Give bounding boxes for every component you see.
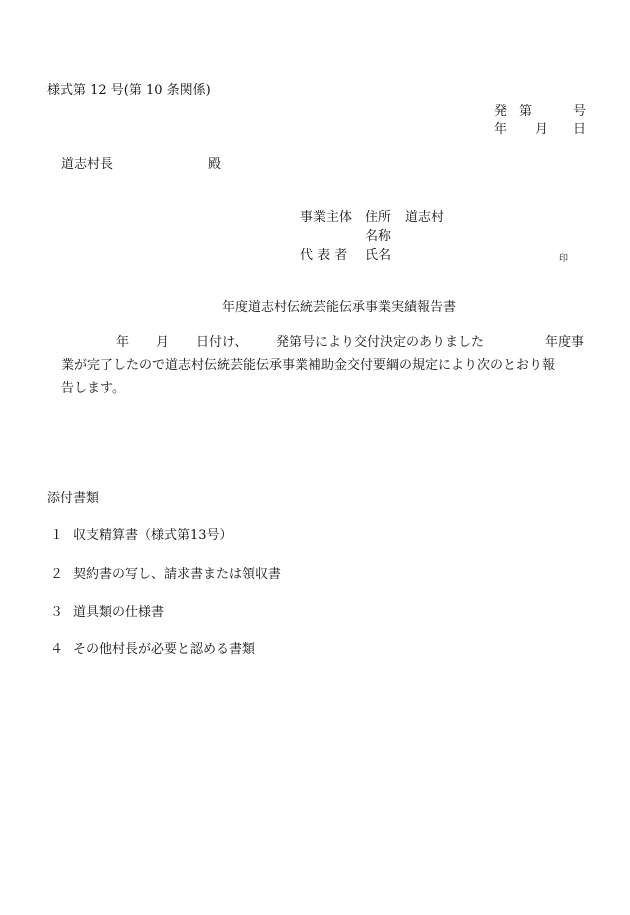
body-end: 年度事 [545, 335, 585, 350]
addressee-title: 道志村長 [61, 157, 114, 172]
addressee-honorific: 殿 [208, 157, 222, 172]
attachment-number: ３ [50, 605, 64, 620]
issue-hatsu: 発 [494, 104, 508, 119]
attachment-text: その他村長が必要と認める書類 [73, 642, 256, 657]
body-tsuki: 月 [156, 335, 170, 350]
attachment-text: 道具類の仕様書 [73, 605, 165, 620]
entity-person-label: 氏名 [365, 248, 392, 263]
issue-hi: 日 [573, 122, 587, 137]
attachment-number: ４ [50, 642, 64, 657]
entity-label: 事業主体 [300, 210, 353, 225]
issue-nen: 年 [494, 122, 508, 137]
form-number: 様式第 12 号(第 10 条関係) [47, 83, 211, 98]
body-hidzuke: 日付け、 [196, 335, 248, 350]
body-line-3: 告します。 [61, 381, 125, 396]
body-main: 発第号により交付決定のありました [276, 335, 485, 350]
entity-name-label: 名称 [365, 229, 392, 244]
body-nen: 年 [116, 335, 130, 350]
attachment-number: １ [50, 528, 64, 543]
attachments-heading: 添付書類 [47, 491, 100, 506]
entity-address-label: 住所 [365, 210, 392, 225]
entity-address-value: 道志村 [405, 210, 445, 225]
entity-rep-label: 代 表 者 [300, 248, 348, 263]
body-line-2: 業が完了したので道志村伝統芸能伝承事業補助金交付要綱の規定により次のとおり報 [61, 358, 556, 373]
issue-go: 号 [573, 104, 587, 119]
seal-mark: 印 [559, 254, 569, 264]
attachment-text: 収支精算書（様式第13号） [73, 528, 233, 543]
issue-tsuki: 月 [535, 122, 549, 137]
attachment-text: 契約書の写し、請求書または領収書 [73, 567, 282, 582]
doc-title: 年度道志村伝統芸能伝承事業実績報告書 [222, 300, 457, 315]
attachment-number: ２ [50, 567, 64, 582]
issue-dai: 第 [519, 104, 533, 119]
